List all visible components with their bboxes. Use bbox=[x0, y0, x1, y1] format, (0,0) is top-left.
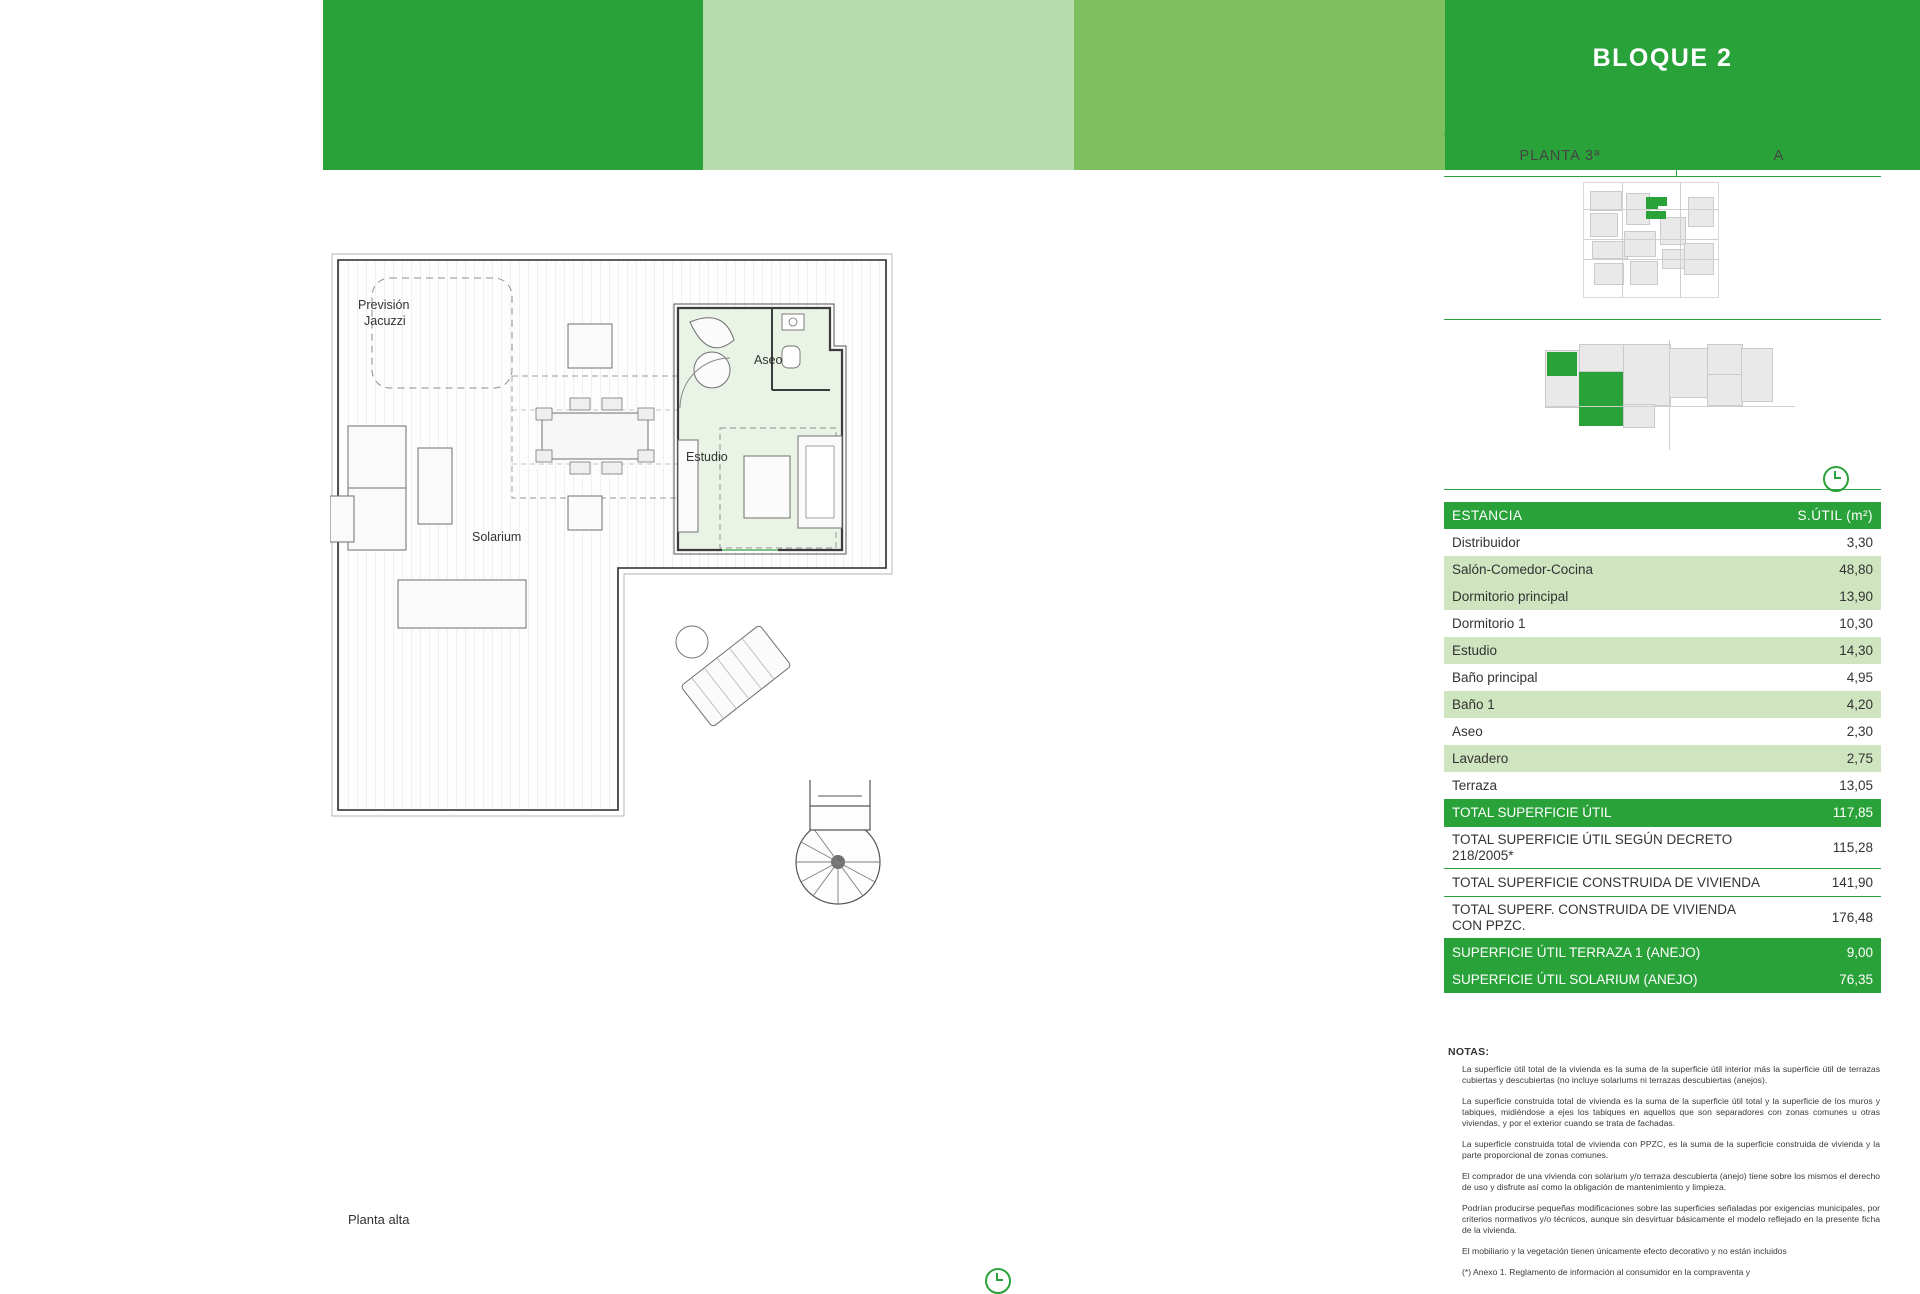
block-keyplan-image bbox=[1545, 340, 1795, 450]
total-value: 117,85 bbox=[1769, 799, 1881, 827]
notes-title: NOTAS: bbox=[1448, 1046, 1490, 1058]
room-name: Lavadero bbox=[1444, 745, 1769, 772]
room-area: 13,90 bbox=[1769, 583, 1881, 610]
room-area: 14,30 bbox=[1769, 637, 1881, 664]
notes-block bbox=[1448, 1046, 1880, 1288]
total-label: TOTAL SUPERFICIE ÚTIL bbox=[1444, 799, 1769, 827]
site-keyplan-image bbox=[1583, 182, 1719, 298]
table-row bbox=[1444, 691, 1881, 718]
label-prevision: Previsión bbox=[358, 298, 410, 312]
room-name: Terraza bbox=[1444, 772, 1769, 799]
room-area: 13,05 bbox=[1769, 772, 1881, 799]
room-name: Baño 1 bbox=[1444, 691, 1769, 718]
table-row bbox=[1444, 610, 1881, 637]
floor-label: PLANTA 3ª bbox=[1444, 135, 1677, 176]
room-name: Aseo bbox=[1444, 718, 1769, 745]
unit-label: A bbox=[1773, 147, 1785, 164]
label-aseo: Aseo bbox=[754, 353, 783, 367]
label-jacuzzi: Jacuzzi bbox=[364, 314, 406, 328]
note-paragraph: El mobiliario y la vegetación tienen únicamente efecto decorativo y no están incluidos bbox=[1462, 1246, 1787, 1256]
north-compass-wrap bbox=[985, 1268, 1011, 1294]
room-area: 4,20 bbox=[1769, 691, 1881, 718]
plan-caption: Planta alta bbox=[348, 1212, 410, 1227]
room-name: Baño principal bbox=[1444, 664, 1769, 691]
room-name: Distribuidor bbox=[1444, 529, 1769, 556]
table-row bbox=[1444, 583, 1881, 610]
total-value: 176,48 bbox=[1769, 897, 1881, 939]
table-row bbox=[1444, 718, 1881, 745]
note-paragraph: Podrían producirse pequeñas modificaciones sobre las superficies señaladas por exigencias municipales, por criterios normativos y/o técnicos, aunque sin desvirtuar básicamente el modelo reflejado en la presente ficha de la vivienda. bbox=[1462, 1203, 1880, 1235]
note-paragraph: La superficie útil total de la vivienda es la suma de la superficie útil interior más la superficie útil de terrazas cubiertas y descubiertas (no incluye solariums ni terrazas descubiertas (anejos). bbox=[1462, 1064, 1880, 1085]
block-title: BLOQUE 2 bbox=[1592, 43, 1733, 72]
banner-band-1 bbox=[323, 0, 703, 170]
table-row bbox=[1444, 745, 1881, 772]
areas-table bbox=[1444, 502, 1881, 993]
note-paragraph: El comprador de una vivienda con solarium y/o terraza descubierta (anejo) tiene sobre los mismos el derecho de uso y disfrute así como la obligación de mantenimiento y limpieza. bbox=[1462, 1171, 1880, 1192]
total-row bbox=[1444, 799, 1881, 827]
total-label: SUPERFICIE ÚTIL TERRAZA 1 (ANEJO) bbox=[1444, 939, 1769, 967]
total-label: TOTAL SUPERFICIE CONSTRUIDA DE VIVIENDA bbox=[1444, 869, 1769, 897]
room-name: Dormitorio 1 bbox=[1444, 610, 1769, 637]
room-name: Salón-Comedor-Cocina bbox=[1444, 556, 1769, 583]
total-value: 76,35 bbox=[1769, 966, 1881, 993]
total-value: 9,00 bbox=[1769, 939, 1881, 967]
label-solarium: Solarium bbox=[472, 530, 522, 544]
total-row bbox=[1444, 966, 1881, 993]
note-paragraph: La superficie construida total de vivienda es la suma de la superficie útil total y la superficie de los muros y tabiques, midiéndose a ejes los tabiques en aquellos que son separadores con zonas comunes u otras viviendas, y por el exterior cuando se trata de fachadas. bbox=[1462, 1096, 1880, 1128]
total-row bbox=[1444, 897, 1881, 939]
banner-band-3 bbox=[1074, 0, 1445, 170]
floor-unit-bar bbox=[1444, 134, 1881, 177]
note-paragraph: La superficie construida total de vivienda con PPZC, es la suma de la superficie construida de vivienda y la parte proporcional de zonas comunes. bbox=[1462, 1139, 1880, 1160]
table-header-row bbox=[1444, 502, 1881, 529]
total-value: 115,28 bbox=[1769, 827, 1881, 869]
label-estudio: Estudio bbox=[686, 450, 728, 464]
room-area: 2,30 bbox=[1769, 718, 1881, 745]
total-row bbox=[1444, 939, 1881, 967]
total-row bbox=[1444, 827, 1881, 869]
room-area: 48,80 bbox=[1769, 556, 1881, 583]
table-row bbox=[1444, 637, 1881, 664]
total-row bbox=[1444, 869, 1881, 897]
room-name: Estudio bbox=[1444, 637, 1769, 664]
room-name: Dormitorio principal bbox=[1444, 583, 1769, 610]
table-row bbox=[1444, 529, 1881, 556]
table-row bbox=[1444, 664, 1881, 691]
table-row bbox=[1444, 556, 1881, 583]
note-paragraph: (*) Anexo 1. Reglamento de información al consumidor en la compraventa y bbox=[1462, 1267, 1751, 1277]
banner-band-2 bbox=[703, 0, 1074, 170]
room-area: 3,30 bbox=[1769, 529, 1881, 556]
north-compass-icon bbox=[1823, 466, 1849, 492]
header-room: ESTANCIA bbox=[1444, 502, 1769, 529]
total-label: TOTAL SUPERF. CONSTRUIDA DE VIVIENDA CON PPZC. bbox=[1444, 897, 1769, 939]
room-area: 4,95 bbox=[1769, 664, 1881, 691]
room-area: 2,75 bbox=[1769, 745, 1881, 772]
table-row bbox=[1444, 772, 1881, 799]
room-area: 10,30 bbox=[1769, 610, 1881, 637]
floor-plan-drawing bbox=[330, 250, 1050, 1080]
total-label: SUPERFICIE ÚTIL SOLARIUM (ANEJO) bbox=[1444, 966, 1769, 993]
total-value: 141,90 bbox=[1769, 869, 1881, 897]
header-area: S.ÚTIL (m²) bbox=[1769, 502, 1881, 529]
north-compass-icon bbox=[985, 1268, 1011, 1294]
total-label: TOTAL SUPERFICIE ÚTIL SEGÚN DECRETO 218/2005* bbox=[1444, 827, 1769, 869]
